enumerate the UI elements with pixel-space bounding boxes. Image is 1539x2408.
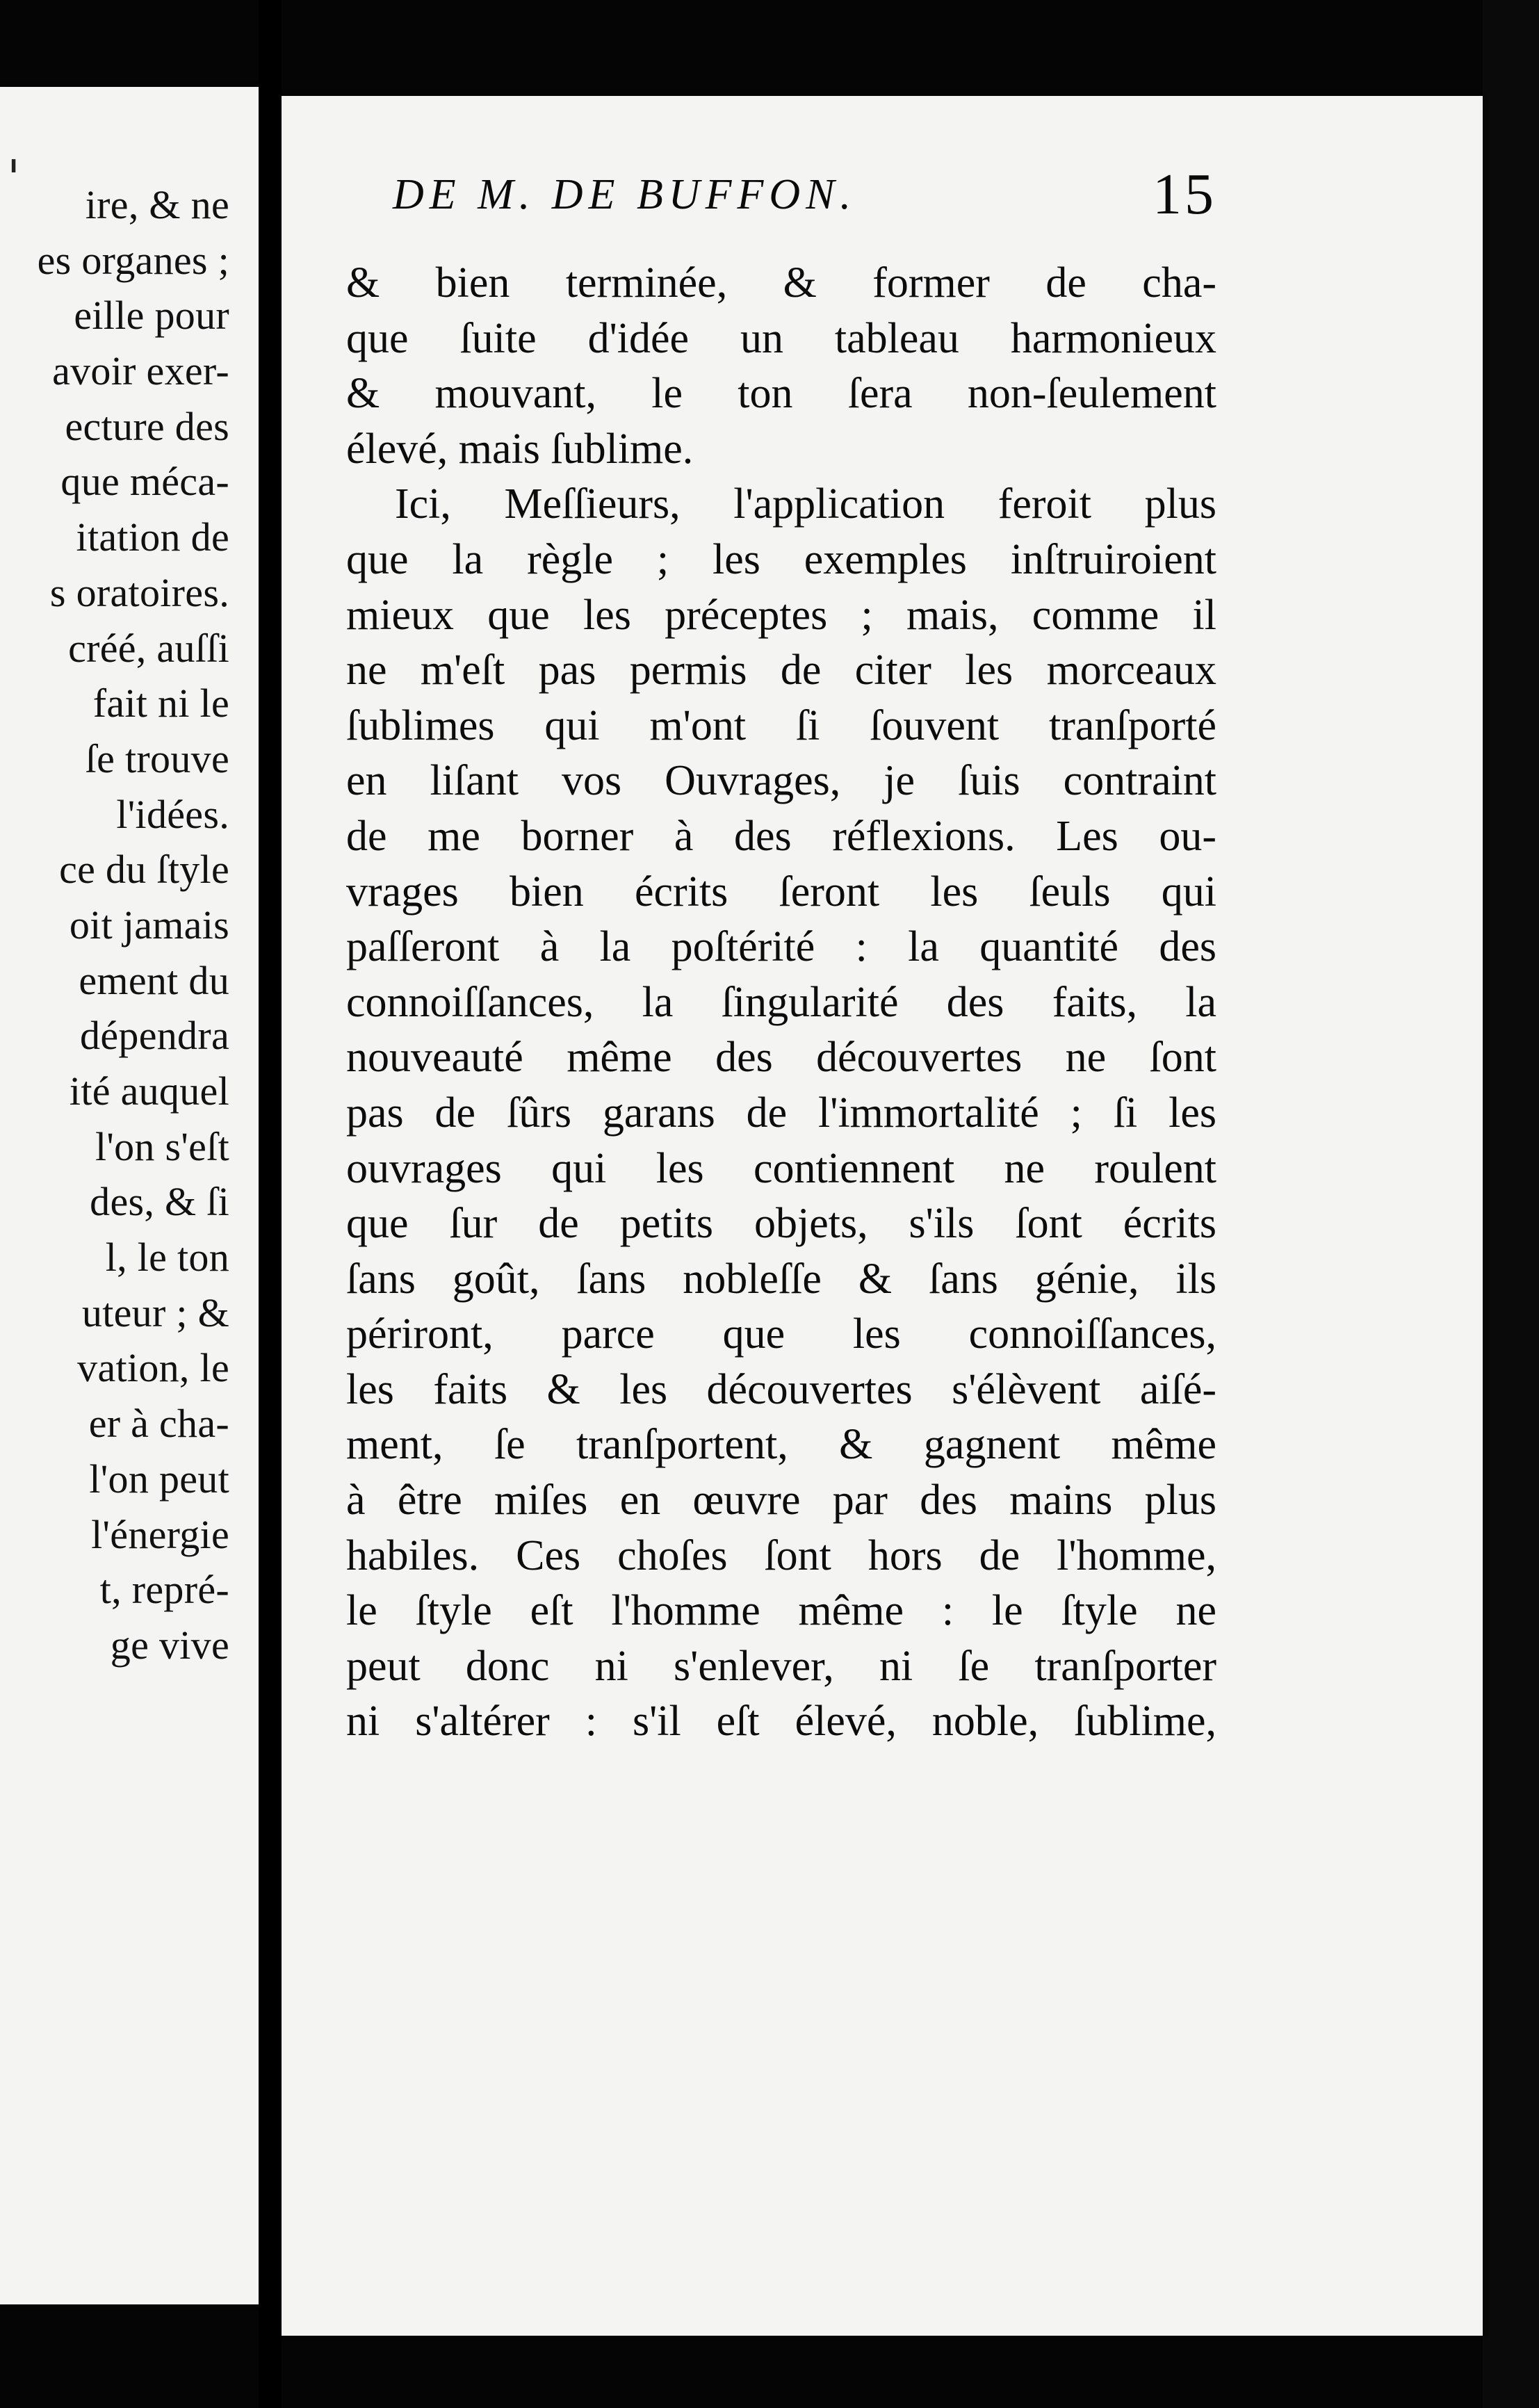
left-page (0, 87, 259, 2304)
text-line: ouvrages qui les contiennent ne roulent (346, 1144, 1216, 1192)
left-line: que méca- (60, 459, 229, 505)
left-line: l'idées. (116, 791, 229, 837)
left-line: ce du ſtyle (59, 847, 229, 893)
text-line: périront, parce que les connoiſſances, (346, 1310, 1216, 1358)
left-line: l'énergie (91, 1511, 229, 1557)
left-line: des, & ſi (90, 1179, 229, 1225)
text-line: que ſur de petits objets, s'ils ſont écrits (346, 1200, 1216, 1248)
left-line: l'on s'eſt (95, 1123, 229, 1169)
left-line: ge vive (110, 1622, 229, 1668)
text-line: & mouvant, le ton ſera non-ſeulement (346, 370, 1216, 418)
text-line: élevé, mais ſublime. (346, 425, 694, 473)
left-line: uteur ; & (81, 1290, 229, 1335)
text-line: ni s'altérer : s'il eſt élevé, noble, ſublime, (346, 1698, 1216, 1746)
text-line: peut donc ni s'enlever, ni ſe tranſporter (346, 1642, 1216, 1690)
text-line: les faits & les découvertes s'élèvent aiſé- (346, 1365, 1216, 1413)
left-line: oit jamais (69, 902, 229, 947)
left-line: dépendra (80, 1013, 229, 1059)
text-line: que ſuite d'idée un tableau harmonieux (346, 314, 1216, 362)
text-line: le ſtyle eſt l'homme même : le ſtyle ne (346, 1587, 1216, 1635)
left-line: t, repré- (99, 1567, 229, 1613)
left-line: fait ni le (92, 681, 229, 726)
left-page-fragment: ' (7, 149, 21, 206)
text-line: paſſeront à la poſtérité : la quantité des (346, 923, 1216, 971)
left-line: créé, auſſi (68, 625, 229, 671)
left-line: avoir exer- (52, 348, 229, 394)
text-line: & bien terminée, & former de cha- (346, 259, 1216, 307)
text-line: ſublimes qui m'ont ſi ſouvent tranſporté (346, 701, 1216, 749)
book-gutter (259, 0, 282, 2408)
text-line: de me borner à des réflexions. Les ou- (346, 812, 1216, 860)
running-head (393, 160, 1216, 229)
left-line: vation, le (77, 1345, 229, 1391)
left-line: ement du (79, 957, 229, 1003)
left-page-text (0, 177, 229, 1673)
left-line: er à cha- (88, 1401, 229, 1447)
left-line: ire, & ne (85, 182, 229, 227)
text-line: ment, ſe tranſportent, & gagnent même (346, 1421, 1216, 1469)
text-line: vrages bien écrits ſeront les ſeuls qui (346, 868, 1216, 916)
left-line: s oratoires. (49, 569, 229, 615)
left-line: l, le ton (105, 1235, 229, 1280)
text-line: connoiſſances, la ſingularité des faits, la (346, 978, 1216, 1026)
left-line: l'on peut (89, 1456, 229, 1502)
left-line: eille pour (74, 293, 229, 339)
left-line: ecture des (65, 403, 229, 449)
left-line: itation de (76, 514, 229, 560)
text-line: habiles. Ces choſes ſont hors de l'homme, (346, 1531, 1216, 1579)
left-line: es organes ; (37, 237, 229, 283)
text-line: Ici, Meſſieurs, l'application feroit plus (395, 480, 1216, 528)
right-scan-border (1483, 0, 1539, 2408)
right-page-text (346, 256, 1216, 1750)
text-line: ſans goût, ſans nobleſſe & ſans génie, ils (346, 1255, 1216, 1303)
text-line: que la règle ; les exemples inſtruiroient (346, 535, 1216, 583)
text-line: pas de ſûrs garans de l'immortalité ; ſi les (346, 1089, 1216, 1137)
text-line: en liſant vos Ouvrages, je ſuis contraint (346, 757, 1216, 805)
left-line: ſe trouve (85, 735, 229, 781)
text-line: nouveauté même des découvertes ne ſont (346, 1034, 1216, 1082)
text-line: mieux que les préceptes ; mais, comme il (346, 591, 1216, 639)
running-title: DE M. DE BUFFON. (393, 171, 856, 218)
left-line: ité auquel (69, 1068, 229, 1114)
text-line: à être miſes en œuvre par des mains plus (346, 1476, 1216, 1524)
page-number: 15 (1153, 162, 1216, 227)
text-line: ne m'eſt pas permis de citer les morceaux (346, 646, 1216, 694)
